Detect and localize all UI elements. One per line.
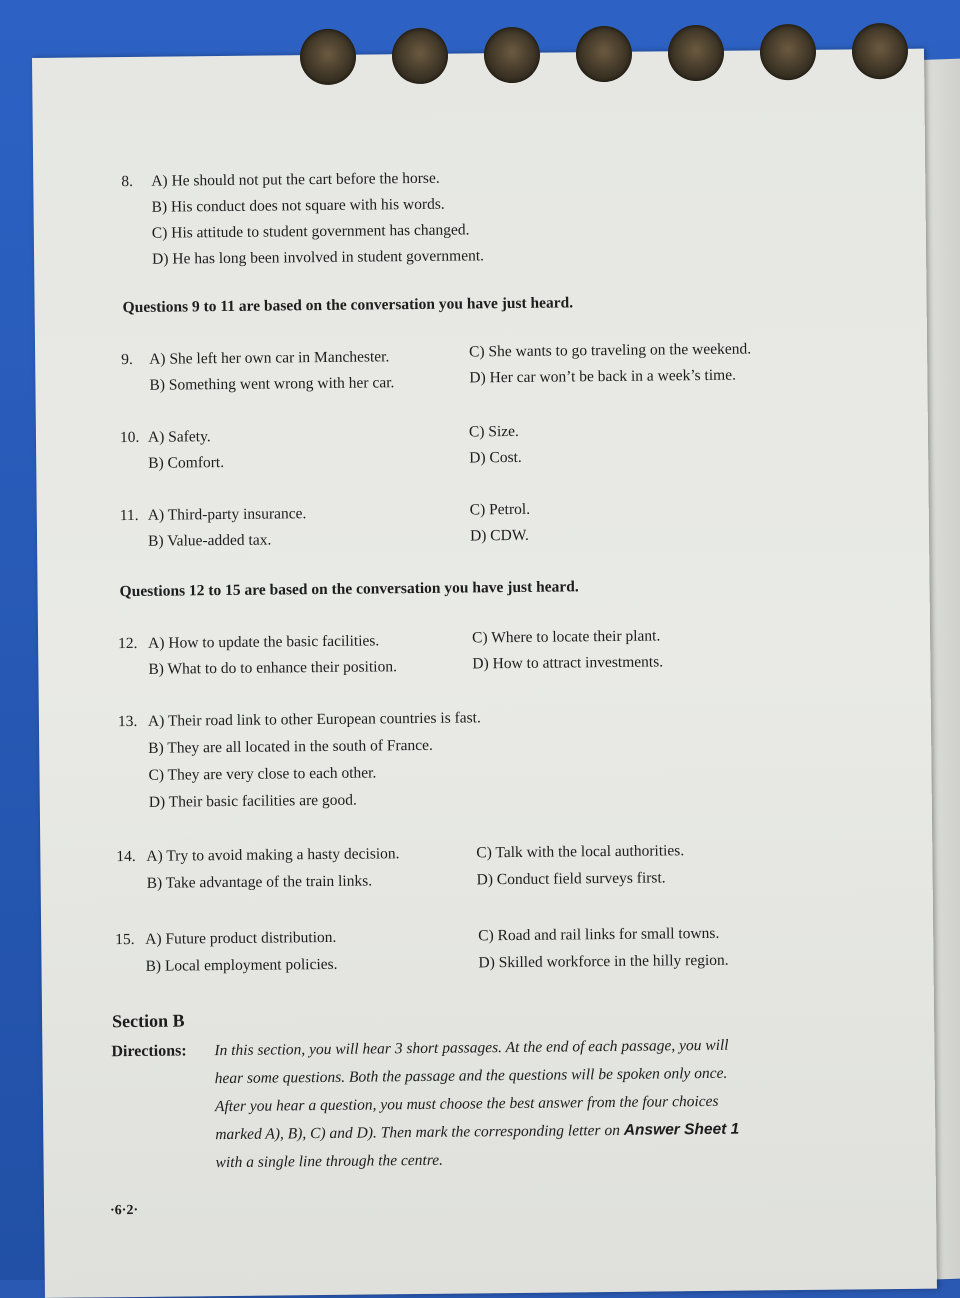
option-d: D) Skilled workforce in the hilly region.	[478, 951, 729, 972]
option-a: A) Third-party insurance.	[147, 505, 307, 524]
option-d: D) Conduct field surveys first.	[476, 869, 666, 889]
page-number: ·6·2·	[109, 1202, 139, 1219]
question-number: 15.	[115, 930, 135, 949]
option-b: B) Local employment policies.	[145, 955, 338, 975]
directions-line	[215, 1121, 739, 1144]
option-c: C) Talk with the local authorities.	[476, 842, 685, 862]
section-heading: Questions 9 to 11 are based on the conversation you have just heard.	[122, 294, 574, 317]
directions-line-text: marked A), B), C) and D). Then mark the corresponding letter on	[215, 1121, 621, 1144]
directions-label: Directions:	[111, 1042, 187, 1061]
section-b-title: Section B	[111, 1010, 185, 1032]
option-c: C) His attitude to student government has changed.	[151, 221, 470, 242]
option-c: C) They are very close to each other.	[148, 764, 377, 784]
option-c: C) She wants to go traveling on the weekend.	[469, 340, 752, 361]
directions-line: After you hear a question, you must choose the best answer from the four choices	[214, 1092, 719, 1116]
option-a: A) Their road link to other European countries is fast.	[147, 709, 481, 730]
question-number: 14.	[116, 847, 136, 866]
option-d: D) Cost.	[469, 448, 522, 467]
question-number: 12.	[118, 634, 138, 653]
option-a: A) Try to avoid making a hasty decision.	[146, 845, 400, 865]
option-a: A) Future product distribution.	[145, 928, 337, 948]
option-b: B) His conduct does not square with his words.	[151, 195, 445, 216]
option-d: D) Their basic facilities are good.	[148, 791, 357, 811]
option-a: A) She left her own car in Manchester.	[149, 348, 390, 368]
option-d: D) Her car won’t be back in a week’s time.	[469, 366, 737, 387]
question-number: 13.	[117, 712, 138, 731]
option-b: B) They are all located in the south of France.	[148, 736, 433, 757]
option-b: B) Something went wrong with her car.	[149, 374, 395, 394]
option-d: D) CDW.	[469, 526, 529, 545]
page-content	[32, 49, 937, 1298]
option-d: D) He has long been involved in student government.	[152, 247, 485, 268]
answer-sheet-label: Answer Sheet 1	[623, 1120, 740, 1139]
section-heading: Questions 12 to 15 are based on the conversation you have just heard.	[119, 578, 579, 601]
option-c: C) Petrol.	[469, 500, 531, 519]
option-b: B) Value-added tax.	[147, 531, 272, 550]
directions-line: hear some questions. Both the passage and the questions will be spoken only once.	[214, 1064, 728, 1088]
question-number: 11.	[119, 506, 139, 525]
question-number: 10.	[119, 428, 140, 447]
directions-line: In this section, you will hear 3 short passages. At the end of each passage, you will	[214, 1036, 729, 1060]
option-a: A) Safety.	[147, 428, 211, 446]
option-c: C) Road and rail links for small towns.	[478, 924, 720, 945]
option-c: C) Where to locate their plant.	[472, 627, 661, 647]
option-b: B) What to do to enhance their position.	[148, 658, 398, 678]
option-b: B) Take advantage of the train links.	[146, 872, 373, 892]
option-b: B) Comfort.	[148, 454, 225, 472]
option-c: C) Size.	[468, 422, 519, 441]
question-number: 8.	[121, 172, 134, 191]
exam-page	[32, 49, 937, 1298]
option-a: A) How to update the basic facilities.	[148, 632, 380, 652]
question-number: 9.	[121, 350, 133, 369]
directions-line: with a single line through the centre.	[215, 1151, 444, 1172]
option-a: A) He should not put the cart before the horse.	[151, 169, 440, 190]
option-d: D) How to attract investments.	[472, 653, 664, 673]
